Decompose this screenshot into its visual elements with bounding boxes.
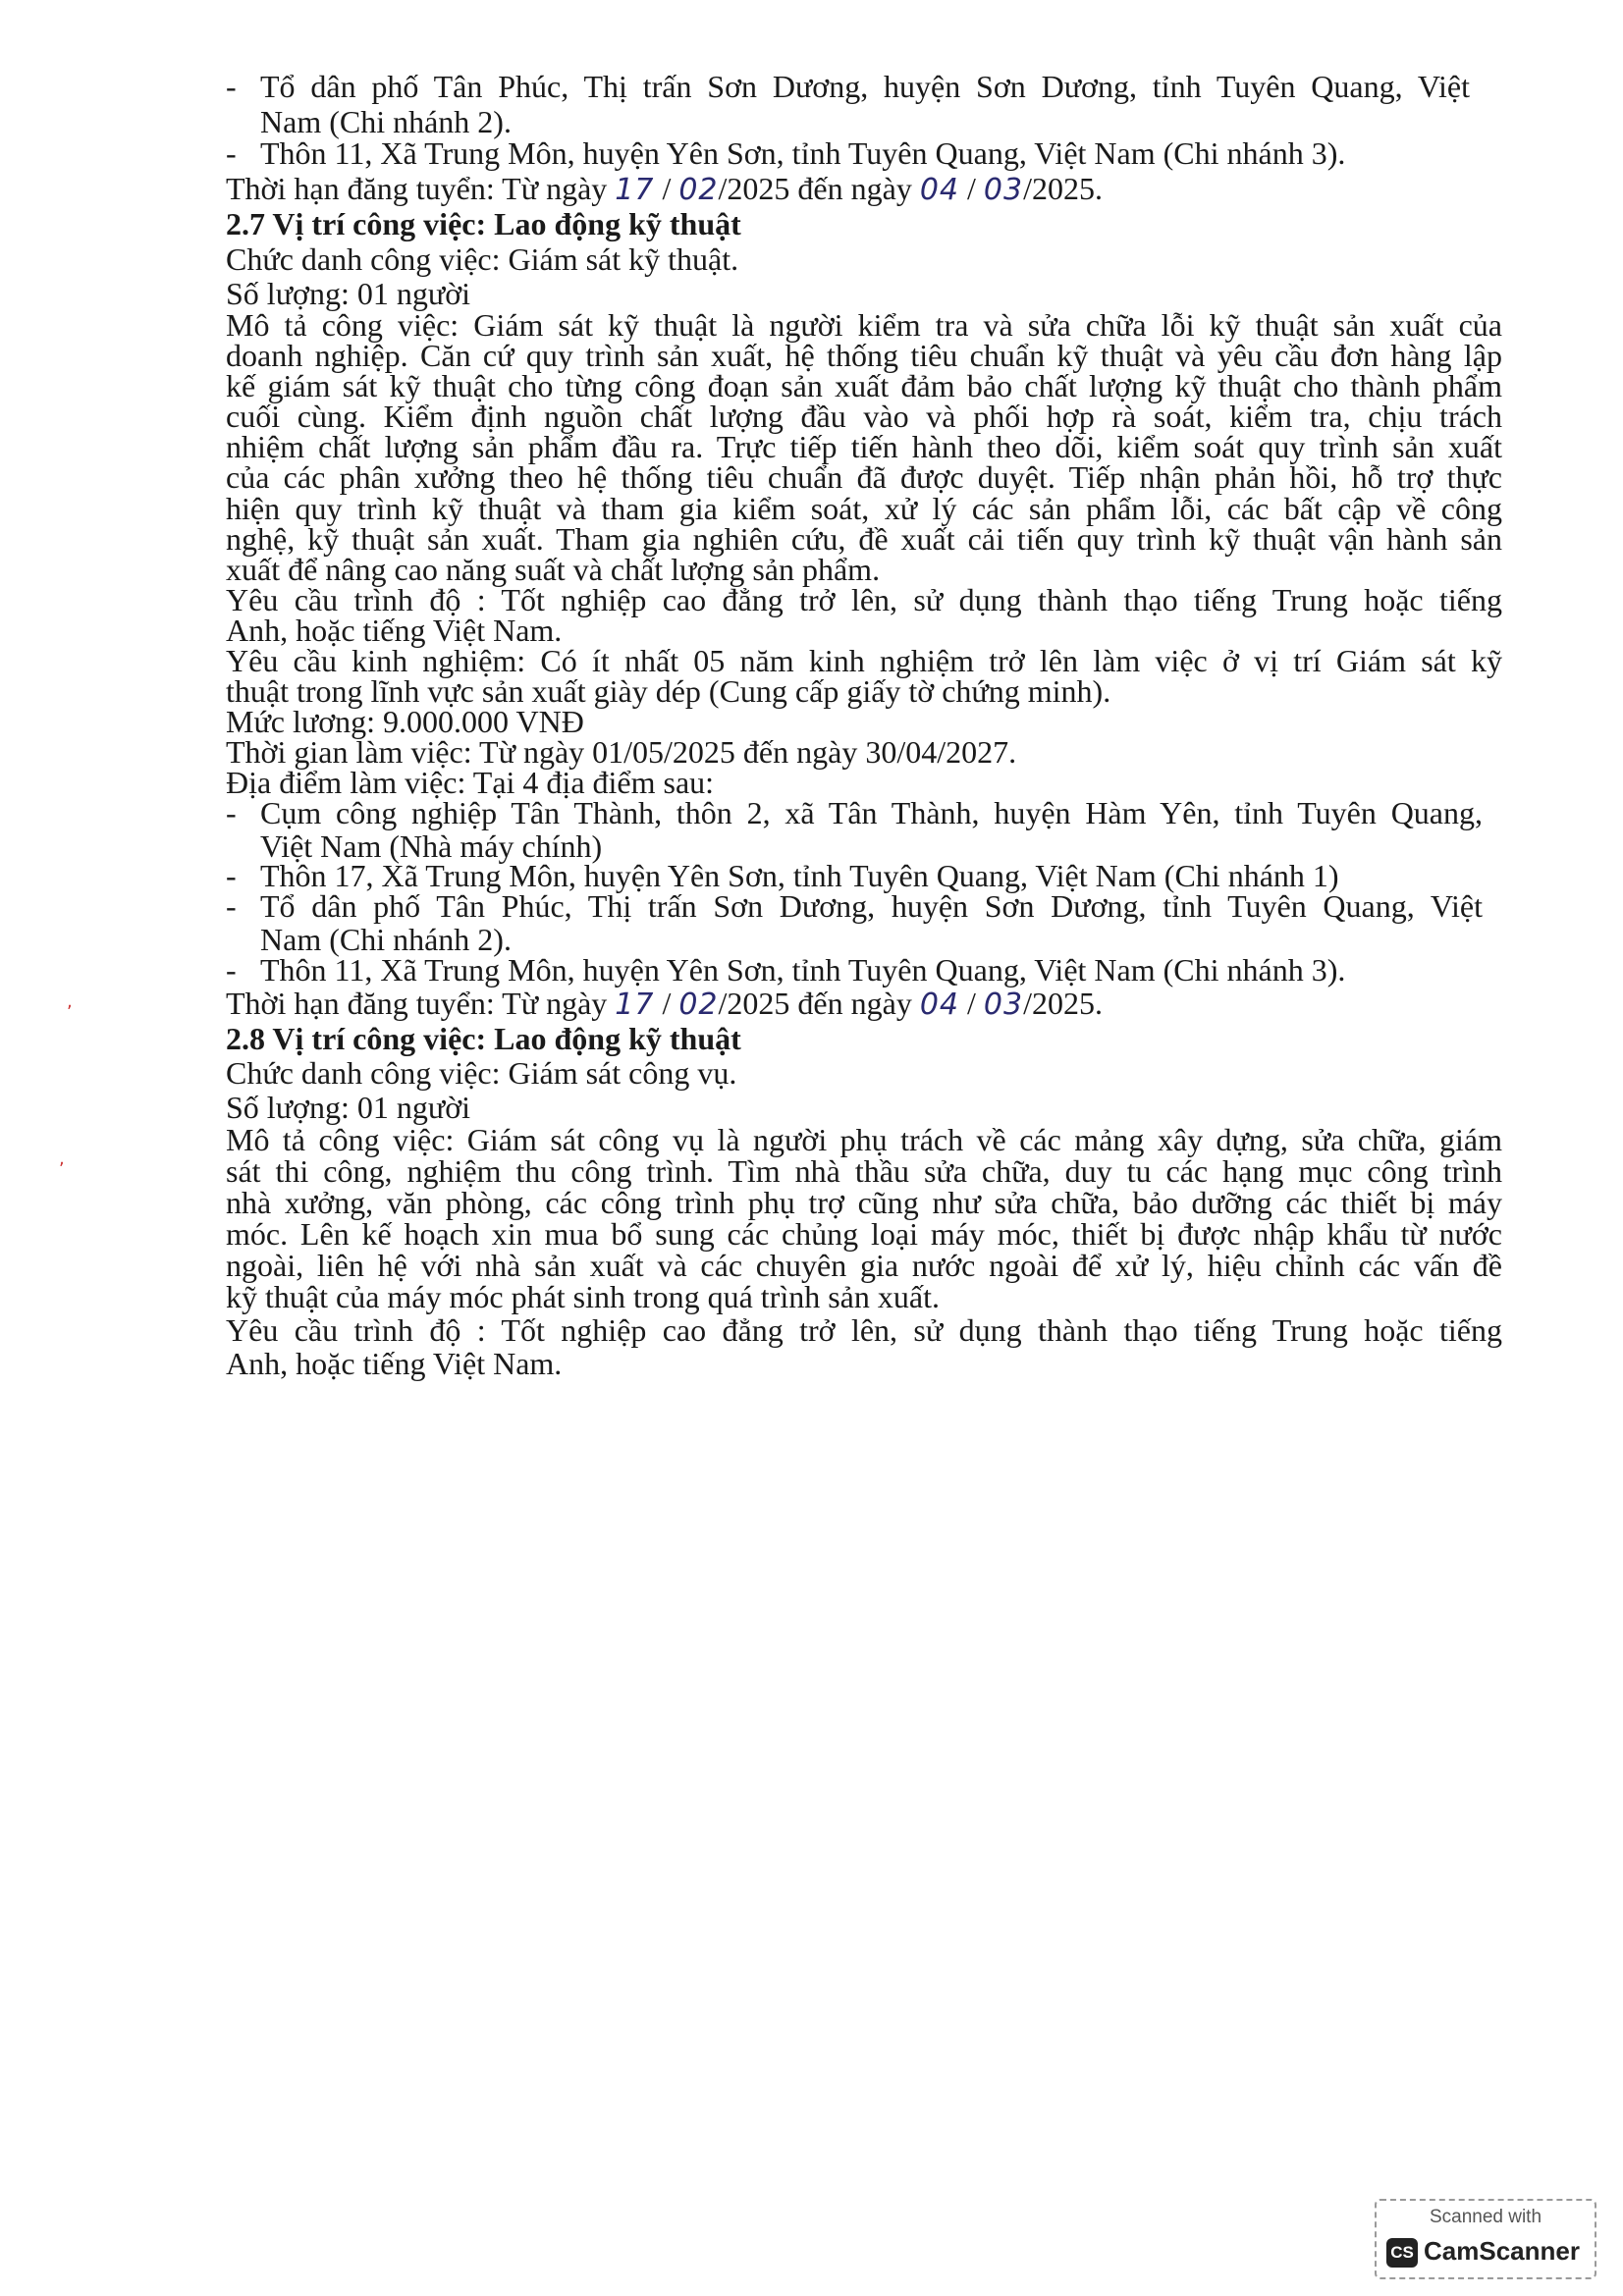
work-locations-heading: Địa điểm làm việc: Tại 4 địa điểm sau: xyxy=(226,765,715,800)
salary: Mức lương: 9.000.000 VNĐ xyxy=(226,704,584,739)
description-line: cuối cùng. Kiểm định nguồn chất lượng đầu vào và phối hợp rà soát, kiểm tra, chịu trách xyxy=(226,399,1502,434)
bullet-dash: - xyxy=(226,795,237,830)
experience-requirement: Yêu cầu kinh nghiệm: Có ít nhất 05 năm kinh nghiệm trở lên làm việc ở vị trí Giám sát kỹ xyxy=(226,643,1502,678)
experience-requirement: thuật trong lĩnh vực sản xuất giày dép (Cung cấp giấy tờ chứng minh). xyxy=(226,673,1111,709)
description-line: hiện quy trình kỹ thuật và tham gia kiểm soát, xử lý các sản phẩm lỗi, các bất cập về công xyxy=(226,491,1502,526)
description-line: xuất để nâng cao năng suất và chất lượng sản phẩm. xyxy=(226,552,881,587)
description-line: của các phân xưởng theo hệ thống tiêu chuẩn đã được duyệt. Tiếp nhận phản hồi, hỗ trợ thực xyxy=(226,459,1502,495)
description-line: móc. Lên kế hoạch xin mua bổ sung các chủng loại máy móc, thiết bị được nhập khẩu từ nước xyxy=(226,1216,1502,1252)
scan-mark: , xyxy=(67,991,73,1012)
handwritten-day: 04 xyxy=(919,988,960,1022)
work-period: Thời gian làm việc: Từ ngày 01/05/2025 đến ngày 30/04/2027. xyxy=(226,734,1017,770)
bullet-dash: - xyxy=(226,952,237,988)
deadline-mid: /2025 đến ngày xyxy=(718,986,912,1021)
handwritten-day: 04 xyxy=(919,173,960,207)
address-line: Nam (Chi nhánh 2). xyxy=(260,104,512,139)
handwritten-month: 02 xyxy=(678,988,719,1022)
handwritten-day: 17 xyxy=(615,173,655,207)
handwritten-month: 03 xyxy=(983,173,1024,207)
scan-mark: , xyxy=(59,1148,65,1169)
camscanner-name: CamScanner xyxy=(1424,2236,1580,2266)
address-line: Nam (Chi nhánh 2). xyxy=(260,922,512,957)
section-heading: 2.7 Vị trí công việc: Lao động kỹ thuật xyxy=(226,206,741,241)
quantity: Số lượng: 01 người xyxy=(226,1090,470,1125)
address-line: Tổ dân phố Tân Phúc, Thị trấn Sơn Dương, huyện Sơn Dương, tỉnh Tuyên Quang, Việt xyxy=(260,888,1483,924)
description-line: Mô tả công việc: Giám sát kỹ thuật là người kiểm tra và sửa chữa lỗi kỹ thuật sản xuất của xyxy=(226,307,1502,343)
description-line: sát thi công, nghiệm thu công trình. Tìm nhà thầu sửa chữa, duy tu các hạng mục công trình xyxy=(226,1153,1502,1189)
deadline-prefix: Thời hạn đăng tuyển: Từ ngày xyxy=(226,171,608,206)
quantity: Số lượng: 01 người xyxy=(226,276,470,311)
job-title: Chức danh công việc: Giám sát kỹ thuật. xyxy=(226,241,739,277)
description-line: Mô tả công việc: Giám sát công vụ là người phụ trách về các mảng xây dựng, sửa chữa, giám xyxy=(226,1122,1502,1157)
section-heading: 2.8 Vị trí công việc: Lao động kỹ thuật xyxy=(226,1021,741,1056)
bullet-dash: - xyxy=(226,858,237,893)
deadline-suffix: /2025. xyxy=(1023,986,1103,1021)
address-line: Tổ dân phố Tân Phúc, Thị trấn Sơn Dương, huyện Sơn Dương, tỉnh Tuyên Quang, Việt xyxy=(260,69,1470,104)
recruitment-deadline: Thời hạn đăng tuyển: Từ ngày 17 / 02/2025 đến ngày 04 / 03/2025. xyxy=(226,171,1103,207)
description-line: nhà xưởng, văn phòng, các công trình phụ trợ cũng như sửa chữa, bảo dưỡng các thiết bị máy xyxy=(226,1185,1502,1220)
scanned-with-label: Scanned with xyxy=(1429,2207,1542,2227)
description-line: doanh nghiệp. Căn cứ quy trình sản xuất, hệ thống tiêu chuẩn kỹ thuật và yêu cầu đơn hàng lập xyxy=(226,338,1502,373)
description-line: nghệ, kỹ thuật sản xuất. Tham gia nghiên cứu, đề xuất cải tiến quy trình kỹ thuật vận hành sản xyxy=(226,521,1502,557)
deadline-prefix: Thời hạn đăng tuyển: Từ ngày xyxy=(226,986,608,1021)
description-line: kế giám sát kỹ thuật cho từng công đoạn sản xuất đảm bảo chất lượng kỹ thuật cho thành phẩm xyxy=(226,368,1502,403)
address-line: Thôn 17, Xã Trung Môn, huyện Yên Sơn, tỉnh Tuyên Quang, Việt Nam (Chi nhánh 1) xyxy=(260,858,1339,893)
description-line: kỹ thuật của máy móc phát sinh trong quá trình sản xuất. xyxy=(226,1279,940,1314)
description-line: ngoài, liên hệ với nhà sản xuất và các chuyên gia nước ngoài để xử lý, hiệu chỉnh các vấn đề xyxy=(226,1248,1502,1283)
bullet-dash: - xyxy=(226,888,237,924)
handwritten-month: 03 xyxy=(983,988,1024,1022)
address-line: Thôn 11, Xã Trung Môn, huyện Yên Sơn, tỉnh Tuyên Quang, Việt Nam (Chi nhánh 3). xyxy=(260,135,1346,171)
recruitment-deadline: Thời hạn đăng tuyển: Từ ngày 17 / 02/2025 đến ngày 04 / 03/2025. xyxy=(226,986,1103,1022)
education-requirement: Yêu cầu trình độ : Tốt nghiệp cao đẳng trở lên, sử dụng thành thạo tiếng Trung hoặc tiếng xyxy=(226,1312,1502,1348)
address-line: Cụm công nghiệp Tân Thành, thôn 2, xã Tân Thành, huyện Hàm Yên, tỉnh Tuyên Quang, xyxy=(260,795,1483,830)
deadline-mid: /2025 đến ngày xyxy=(718,171,912,206)
education-requirement: Anh, hoặc tiếng Việt Nam. xyxy=(226,613,563,648)
handwritten-day: 17 xyxy=(615,988,655,1022)
address-line: Thôn 11, Xã Trung Môn, huyện Yên Sơn, tỉnh Tuyên Quang, Việt Nam (Chi nhánh 3). xyxy=(260,952,1346,988)
bullet-dash: - xyxy=(226,135,237,171)
education-requirement: Anh, hoặc tiếng Việt Nam. xyxy=(226,1346,563,1381)
education-requirement: Yêu cầu trình độ : Tốt nghiệp cao đẳng trở lên, sử dụng thành thạo tiếng Trung hoặc tiếng xyxy=(226,582,1502,617)
description-line: nhiệm chất lượng sản phẩm đầu ra. Trực tiếp tiến hành theo dõi, kiểm soát quy trình sản xuất xyxy=(226,429,1502,464)
address-line: Việt Nam (Nhà máy chính) xyxy=(260,828,603,864)
job-title: Chức danh công việc: Giám sát công vụ. xyxy=(226,1055,737,1091)
camscanner-logo-icon: CS xyxy=(1386,2238,1418,2268)
handwritten-month: 02 xyxy=(678,173,719,207)
camscanner-badge xyxy=(1375,2199,1596,2279)
deadline-suffix: /2025. xyxy=(1023,171,1103,206)
bullet-dash: - xyxy=(226,69,237,104)
